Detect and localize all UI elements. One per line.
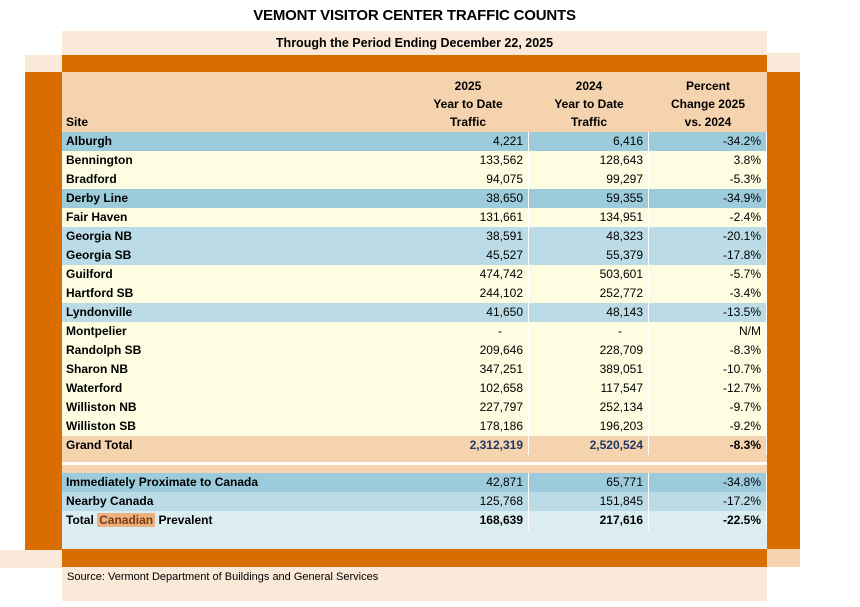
top-right-corner-block — [767, 53, 800, 72]
traffic-2025-cell: 102,658 — [407, 379, 529, 398]
traffic-2024-cell: 2,520,524 — [529, 436, 649, 455]
site-cell: Fair Haven — [66, 210, 128, 224]
site-cell: Georgia SB — [66, 248, 132, 262]
traffic-2024-cell: 196,203 — [529, 417, 649, 436]
percent-change-cell: -34.9% — [649, 189, 767, 208]
percent-change-cell: -8.3% — [649, 436, 767, 455]
percent-change-cell: -5.3% — [649, 170, 767, 189]
table-row — [62, 303, 767, 322]
traffic-2024-cell: 59,355 — [529, 189, 649, 208]
percent-change-cell: -34.8% — [649, 473, 767, 492]
site-cell: Lyndonville — [66, 305, 133, 319]
site-cell: Bennington — [66, 153, 133, 167]
percent-change-cell: N/M — [649, 322, 767, 341]
percent-change-cell: -9.7% — [649, 398, 767, 417]
table-row — [62, 227, 767, 246]
percent-change-cell: -22.5% — [649, 511, 767, 530]
traffic-2024-cell: 134,951 — [529, 208, 649, 227]
percent-change-cell: -17.8% — [649, 246, 767, 265]
traffic-2025-cell: 168,639 — [407, 511, 529, 530]
table-header-row — [62, 72, 767, 132]
traffic-2024-cell: 252,134 — [529, 398, 649, 417]
traffic-2025-cell: 45,527 — [407, 246, 529, 265]
site-cell: Bradford — [66, 172, 117, 186]
site-cell: Alburgh — [66, 134, 112, 148]
spacer-peach — [62, 455, 767, 462]
table-row — [62, 417, 767, 436]
traffic-2025-cell: 2,312,319 — [407, 436, 529, 455]
traffic-2025-cell: 209,646 — [407, 341, 529, 360]
spacer-peach — [62, 465, 767, 473]
table-row — [62, 379, 767, 398]
traffic-2024-cell: 252,772 — [529, 284, 649, 303]
site-cell: Montpelier — [66, 324, 127, 338]
traffic-2024-cell: 99,297 — [529, 170, 649, 189]
site-cell: Georgia NB — [66, 229, 133, 243]
traffic-2024-cell: 117,547 — [529, 379, 649, 398]
percent-change-cell: -13.5% — [649, 303, 767, 322]
summary-filler-strip — [62, 530, 767, 549]
percent-change-cell: -8.3% — [649, 341, 767, 360]
table-row — [62, 284, 767, 303]
site-cell: Nearby Canada — [66, 494, 154, 508]
table-row — [62, 151, 767, 170]
traffic-table — [62, 72, 767, 549]
table-row — [62, 398, 767, 417]
site-cell: Immediately Proximate to Canada — [66, 475, 259, 489]
column-header-2024: 2024 Year to Date Traffic — [554, 79, 624, 129]
site-cell: Total Canadian Prevalent — [66, 513, 213, 527]
traffic-2024-cell: 48,143 — [529, 303, 649, 322]
table-row — [62, 473, 767, 492]
traffic-2024-cell: 48,323 — [529, 227, 649, 246]
traffic-2024-cell: 503,601 — [529, 265, 649, 284]
traffic-2025-cell: 41,650 — [407, 303, 529, 322]
table-row — [62, 511, 767, 530]
percent-change-cell: -34.2% — [649, 132, 767, 151]
traffic-2025-cell: 38,650 — [407, 189, 529, 208]
percent-change-cell: -3.4% — [649, 284, 767, 303]
table-body — [62, 132, 767, 455]
traffic-2025-cell: 94,075 — [407, 170, 529, 189]
traffic-2025-cell: 244,102 — [407, 284, 529, 303]
traffic-2024-cell: 6,416 — [529, 132, 649, 151]
table-row — [62, 208, 767, 227]
site-cell: Williston SB — [66, 419, 136, 433]
traffic-2025-cell: - — [407, 322, 529, 341]
site-cell: Williston NB — [66, 400, 137, 414]
left-orange-bar — [25, 72, 62, 550]
bottom-right-corner-block — [767, 549, 800, 567]
site-cell: Waterford — [66, 381, 123, 395]
table-row — [62, 132, 767, 151]
traffic-2024-cell: 55,379 — [529, 246, 649, 265]
traffic-2024-cell: 389,051 — [529, 360, 649, 379]
top-left-corner-block — [25, 55, 62, 72]
site-cell: Hartford SB — [66, 286, 134, 300]
traffic-2025-cell: 42,871 — [407, 473, 529, 492]
bottom-left-corner-block — [0, 550, 62, 568]
site-cell: Guilford — [66, 267, 113, 281]
table-row — [62, 360, 767, 379]
site-cell: Derby Line — [66, 191, 129, 205]
traffic-2024-cell: 128,643 — [529, 151, 649, 170]
table-row — [62, 492, 767, 511]
percent-change-cell: -5.7% — [649, 265, 767, 284]
table-row — [62, 246, 767, 265]
percent-change-cell: -20.1% — [649, 227, 767, 246]
traffic-2024-cell: 217,616 — [529, 511, 649, 530]
column-header-2025: 2025 Year to Date Traffic — [433, 79, 503, 129]
percent-change-cell: -10.7% — [649, 360, 767, 379]
page-title: VEMONT VISITOR CENTER TRAFFIC COUNTS — [253, 7, 576, 24]
table-row — [62, 189, 767, 208]
table-row — [62, 265, 767, 284]
source-note: Source: Vermont Department of Buildings and General Services — [62, 567, 767, 601]
traffic-2024-cell: - — [529, 322, 649, 341]
traffic-2025-cell: 347,251 — [407, 360, 529, 379]
traffic-2025-cell: 131,661 — [407, 208, 529, 227]
traffic-2025-cell: 474,742 — [407, 265, 529, 284]
site-cell: Randolph SB — [66, 343, 142, 357]
table-row — [62, 322, 767, 341]
percent-change-cell: -17.2% — [649, 492, 767, 511]
table-row — [62, 170, 767, 189]
site-cell: Grand Total — [66, 438, 133, 452]
traffic-2025-cell: 38,591 — [407, 227, 529, 246]
percent-change-cell: 3.8% — [649, 151, 767, 170]
traffic-2024-cell: 228,709 — [529, 341, 649, 360]
percent-change-cell: -12.7% — [649, 379, 767, 398]
table-row — [62, 341, 767, 360]
traffic-2025-cell: 125,768 — [407, 492, 529, 511]
traffic-2025-cell: 227,797 — [407, 398, 529, 417]
column-header-site: Site — [66, 115, 89, 129]
traffic-2025-cell: 178,186 — [407, 417, 529, 436]
percent-change-cell: -2.4% — [649, 208, 767, 227]
column-header-percent-change: Percent Change 2025 vs. 2024 — [670, 79, 746, 129]
traffic-2024-cell: 65,771 — [529, 473, 649, 492]
top-orange-band — [62, 55, 767, 72]
site-cell: Sharon NB — [66, 362, 129, 376]
bottom-orange-band — [62, 549, 767, 567]
subtitle-band: Through the Period Ending December 22, 2025 — [62, 31, 767, 55]
traffic-2025-cell: 133,562 — [407, 151, 529, 170]
traffic-2024-cell: 151,845 — [529, 492, 649, 511]
right-orange-bar — [767, 72, 800, 549]
table-row — [62, 436, 767, 455]
percent-change-cell: -9.2% — [649, 417, 767, 436]
traffic-2025-cell: 4,221 — [407, 132, 529, 151]
canada-summary-section — [62, 473, 767, 530]
